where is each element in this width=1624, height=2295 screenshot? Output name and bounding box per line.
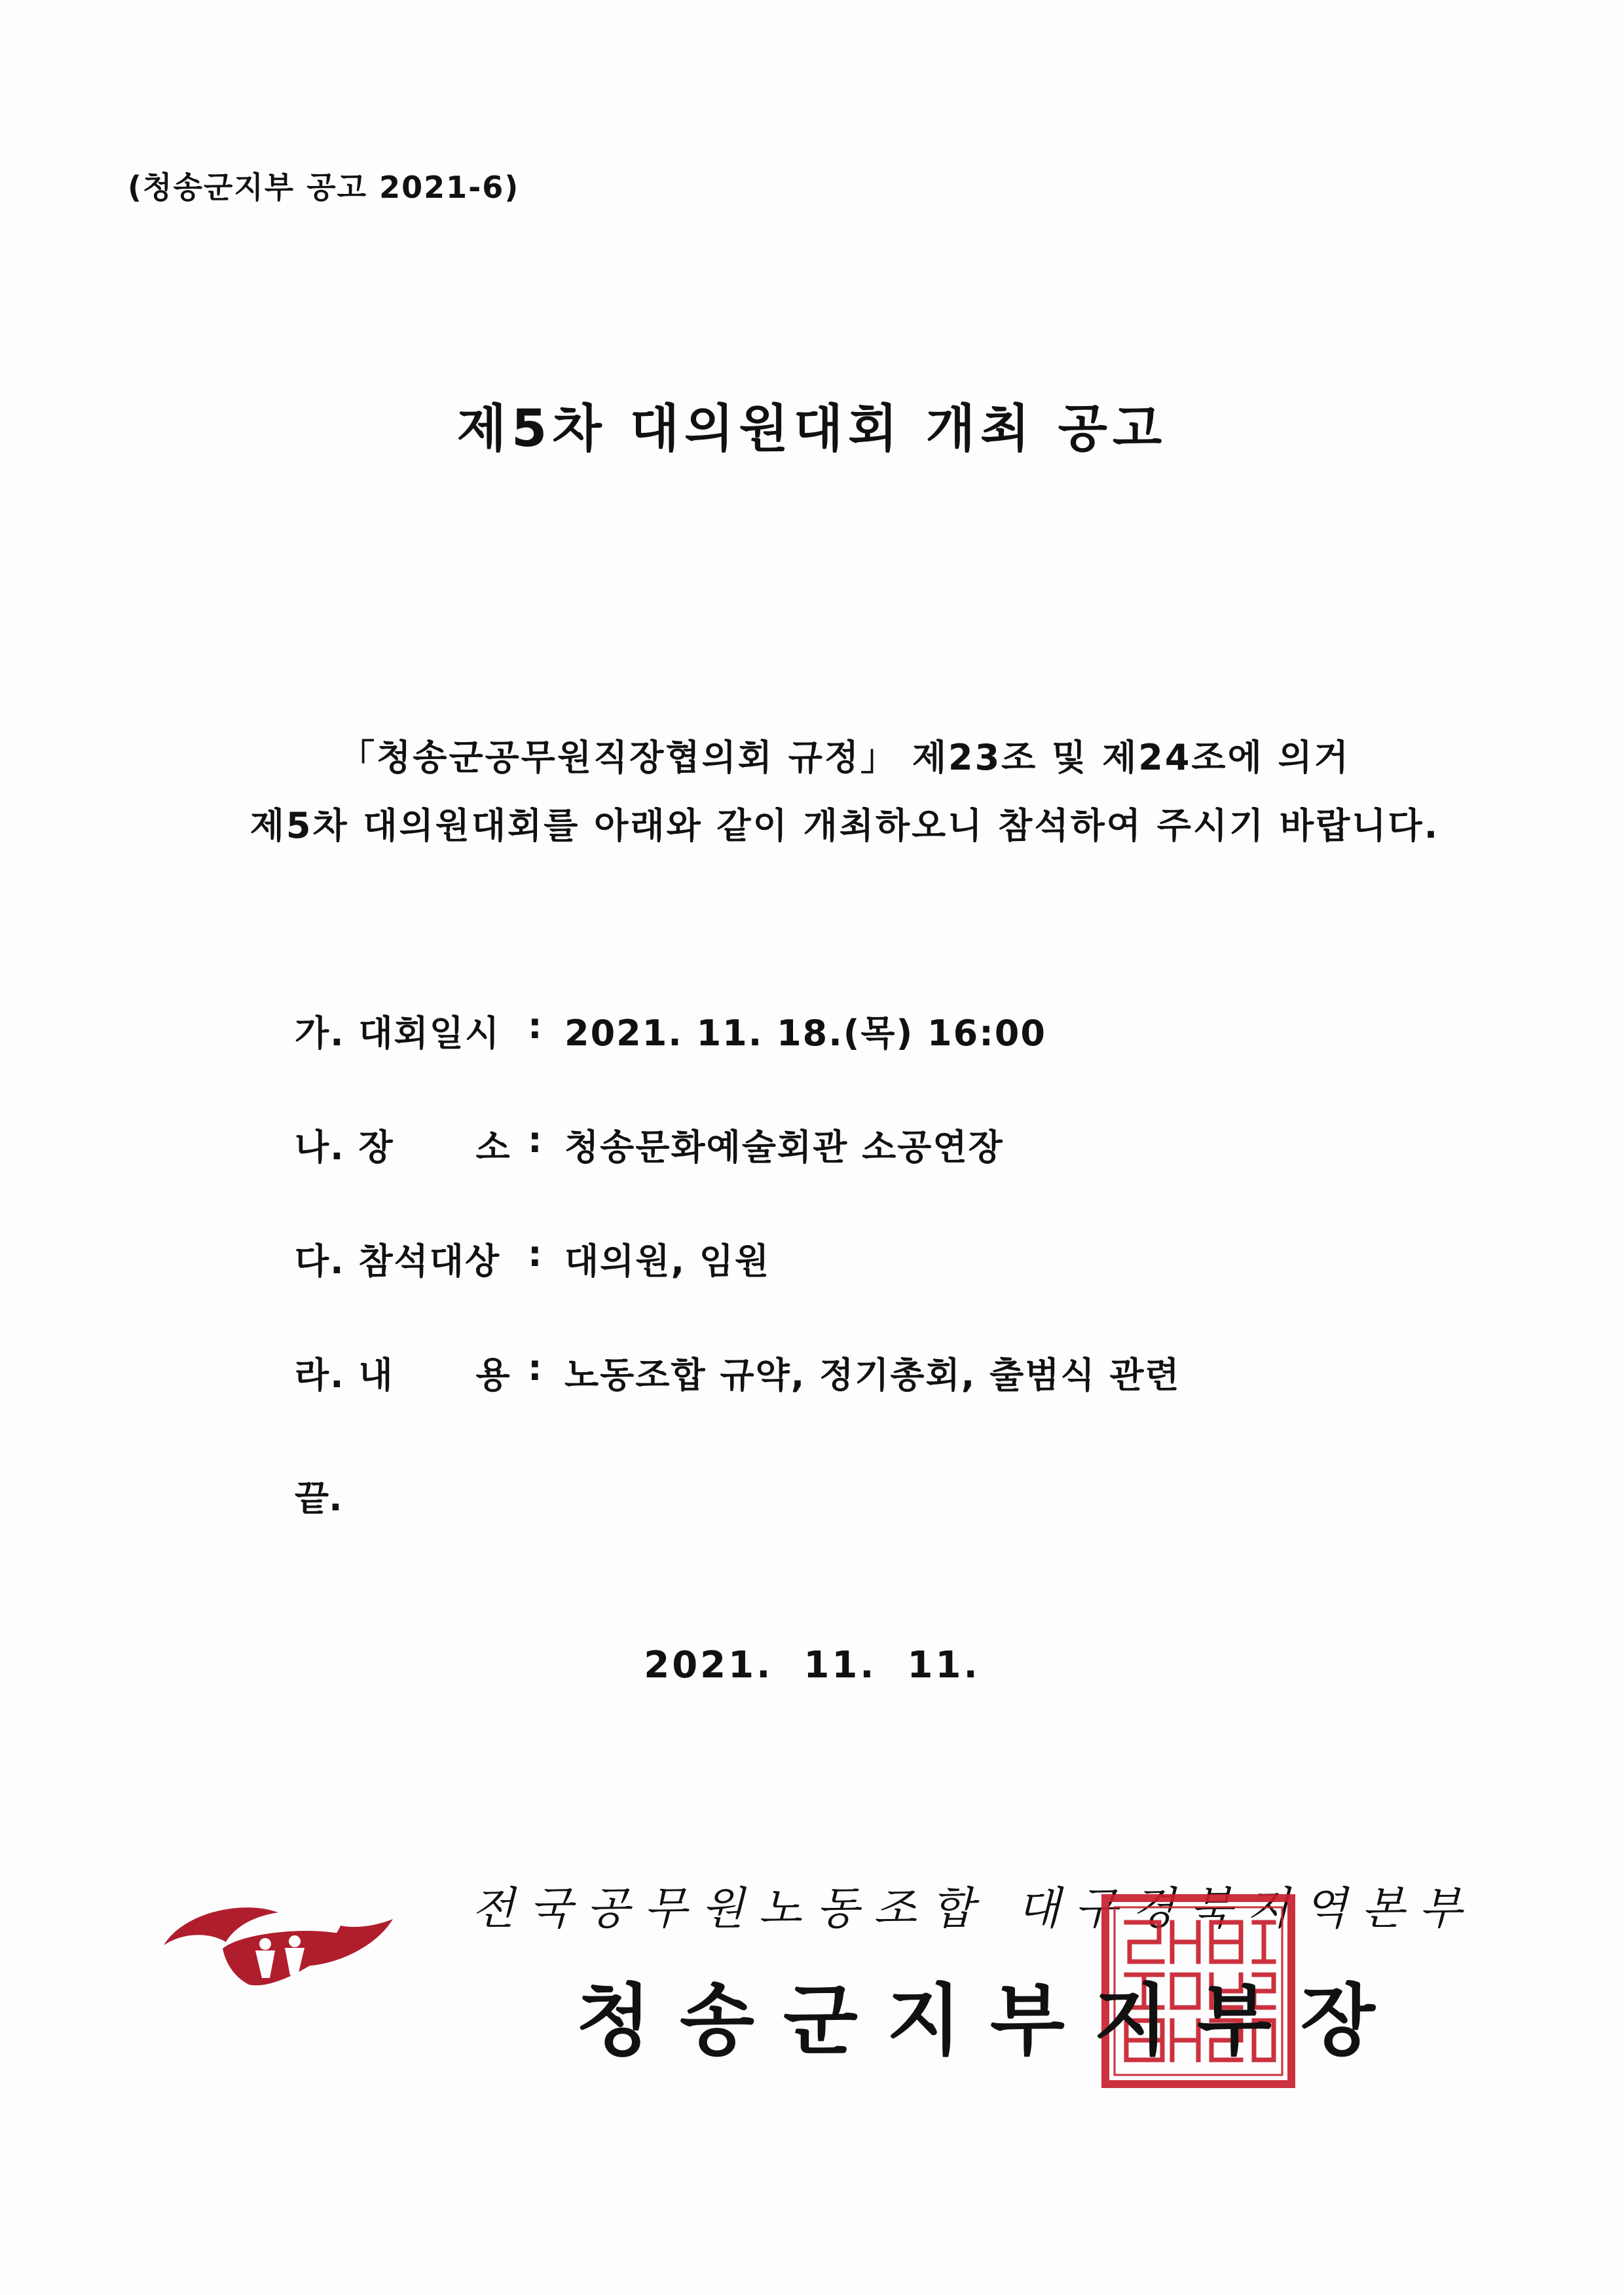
detail-value: 노동조합 규약, 정기총회, 출범식 관련	[564, 1354, 1181, 1396]
document-title: 제5차 대의원대회 개최 공고	[456, 400, 1168, 458]
issue-date: 2021. 11. 11.	[644, 1644, 980, 1687]
signature-organization: 전국공무원노동조합 대구경북지역본부	[471, 1883, 1477, 1935]
detail-value: 청송문화예술회관 소공연장	[564, 1127, 1004, 1168]
detail-separator: :	[528, 1005, 544, 1047]
detail-key: 라. 내 용	[295, 1354, 511, 1396]
detail-value: 2021. 11. 18.(목) 16:00	[564, 1013, 1046, 1054]
detail-key: 나. 장 소	[295, 1127, 511, 1168]
logo-figure-left-head	[259, 1938, 271, 1950]
detail-row-agenda	[295, 1347, 1181, 1461]
detail-separator: :	[528, 1119, 544, 1161]
intro-paragraph	[157, 724, 1532, 860]
detail-separator: :	[528, 1347, 544, 1389]
union-logo-icon	[157, 1886, 399, 1998]
signature-signer: 청송군지부지부장	[576, 1975, 1404, 2066]
logo-figure-right-head	[289, 1935, 301, 1947]
notice-number: (청송군지부 공고 2021-6)	[128, 170, 520, 205]
detail-row-attendees	[295, 1233, 1181, 1347]
intro-line-2: 제5차 대의원대회를 아래와 같이 개최하오니 참석하여 주시기 바랍니다.	[249, 805, 1440, 846]
detail-separator: :	[528, 1233, 544, 1275]
detail-row-datetime	[295, 1005, 1181, 1119]
detail-value: 대의원, 임원	[564, 1241, 771, 1282]
intro-line-1: 「청송군공무원직장협의회 규정」 제23조 및 제24조에 의거	[339, 737, 1350, 778]
detail-row-venue	[295, 1119, 1181, 1233]
end-mark: 끝.	[295, 1478, 342, 1519]
detail-key: 가. 대회일시	[295, 1013, 501, 1054]
detail-key: 다. 참석대상	[295, 1241, 501, 1282]
details-list	[295, 1005, 1181, 1461]
